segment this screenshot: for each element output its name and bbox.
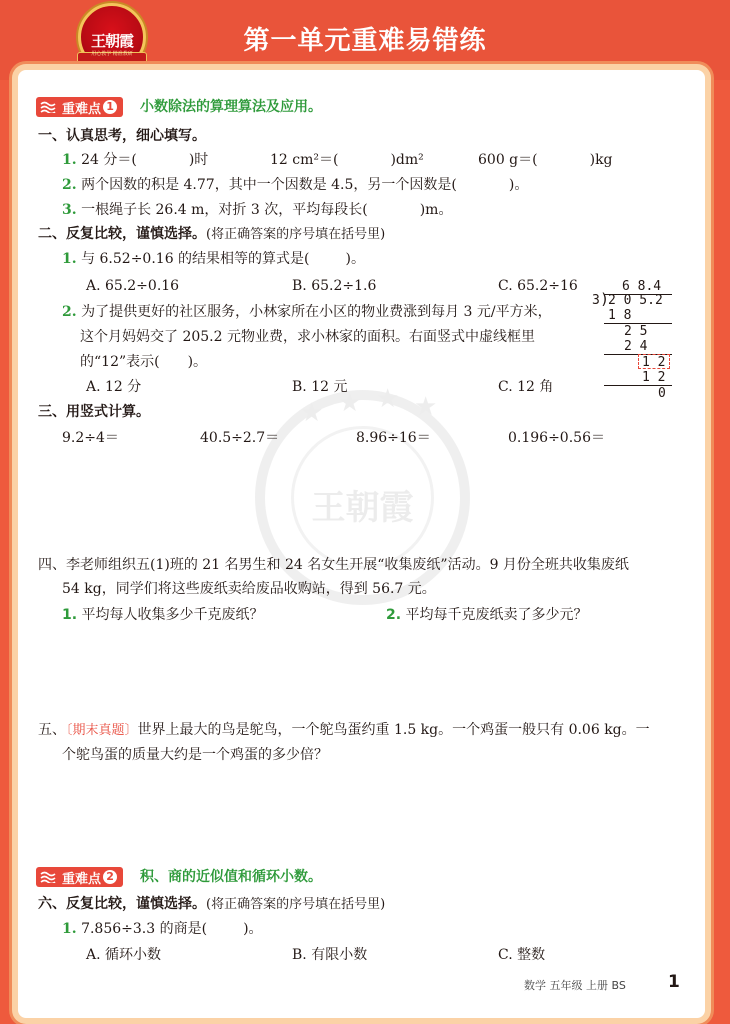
q1-2-end: )。 bbox=[508, 177, 529, 193]
item-number: 1. bbox=[62, 251, 77, 267]
q2-2-line2: 这个月妈妈交了 205.2 元物业费，求小林家的面积。右面竖式中虚线框里 bbox=[80, 329, 535, 345]
q2-note: (将正确答案的序号填在括号里) bbox=[206, 227, 386, 242]
q1-1-part-b: )时 bbox=[188, 152, 209, 168]
q5-line-1 bbox=[38, 720, 650, 741]
q5-line1-text: 世界上最大的鸟是鸵鸟，一个鸵鸟蛋约重 1.5 kg。一个鸡蛋一般只有 0.06 kg。一 bbox=[137, 722, 650, 738]
q1-item-1 bbox=[62, 150, 208, 170]
q4-line-2: 54 kg，同学们将这些废纸卖给废品收购站，得到 56.7 元。 bbox=[62, 581, 436, 597]
waves-icon bbox=[40, 101, 58, 113]
q2-1-option-a: A. 65.2÷0.16 bbox=[86, 278, 180, 294]
q1-3-end: )m。 bbox=[419, 202, 453, 218]
q4-line-1: 四、李老师组织五(1)班的 21 名男生和 24 名女生开展“收集废纸”活动。9 月份全班共收集废纸 bbox=[38, 557, 629, 573]
q1-1-part-d: )dm² bbox=[390, 152, 424, 168]
waves-icon bbox=[40, 871, 58, 883]
q1-2-text: 两个因数的积是 4.77，其中一个因数是 4.5，另一个因数是( bbox=[81, 177, 457, 193]
page-title: 第一单元重难易错练 bbox=[243, 26, 487, 56]
q1-item-1-part-3 bbox=[478, 150, 613, 170]
q2-2-line3: 的“12”表示( bbox=[80, 354, 160, 370]
q5-line-2: 个鸵鸟蛋的质量大约是一个鸡蛋的多少倍？ bbox=[62, 747, 328, 763]
q2-2-option-b: B. 12 元 bbox=[292, 379, 348, 395]
long-division bbox=[588, 279, 678, 404]
q3-problem-4: 0.196÷0.56＝ bbox=[508, 430, 605, 446]
q1-3-text: 一根绳子长 26.4 m，对折 3 次，平均每段长( bbox=[81, 202, 368, 218]
exam-tag: 〔期末真题〕 bbox=[66, 723, 138, 738]
page-number: 1 bbox=[668, 972, 680, 992]
logo-text: 王朝霞 bbox=[90, 32, 133, 50]
badge-number: 2 bbox=[103, 870, 117, 884]
q1-item-1-part-2 bbox=[270, 150, 424, 170]
q2-2-option-c: C. 12 角 bbox=[498, 379, 554, 395]
q6-item-1 bbox=[62, 919, 263, 939]
division-step-1: 1 8 bbox=[608, 308, 632, 323]
question-heading-1: 一、认真思考，细心填写。 bbox=[38, 128, 206, 144]
item-number: 3. bbox=[62, 202, 77, 218]
q6-note: (将正确答案的序号填在括号里) bbox=[206, 897, 386, 912]
q2-1-text: 与 6.52÷0.16 的结果相等的算式是( bbox=[81, 251, 310, 267]
section-topic-2: 积、商的近似值和循环小数。 bbox=[140, 869, 322, 885]
badge-label: 重难点 bbox=[62, 871, 102, 887]
question-heading-6 bbox=[38, 894, 385, 915]
q2-item-1 bbox=[62, 249, 365, 269]
q2-item-2-line-1 bbox=[62, 302, 552, 322]
q2-1-end: )。 bbox=[345, 251, 365, 267]
badge-label: 重难点 bbox=[62, 101, 102, 117]
q6-1-end: )。 bbox=[243, 921, 263, 937]
section-badge-1 bbox=[36, 97, 123, 117]
question-heading-3: 三、用竖式计算。 bbox=[38, 404, 150, 420]
q6-1-option-c: C. 整数 bbox=[498, 947, 546, 963]
item-number: 1. bbox=[62, 921, 77, 937]
q4-sub-1 bbox=[62, 605, 264, 625]
section-topic-1: 小数除法的算理算法及应用。 bbox=[140, 99, 322, 115]
q1-item-2 bbox=[62, 175, 528, 195]
division-step-3: 2 4 bbox=[624, 339, 648, 354]
q1-1-part-c: 12 cm²＝( bbox=[270, 152, 339, 168]
badge-number: 1 bbox=[103, 100, 117, 114]
division-step-5: 1 2 bbox=[642, 370, 666, 385]
logo-subtext: 用心教学 精准教研 bbox=[91, 51, 133, 57]
q2-heading-text: 二、反复比较，谨慎选择。 bbox=[38, 226, 206, 242]
item-number: 2. bbox=[386, 607, 402, 623]
q6-1-text: 7.856÷3.3 的商是( bbox=[81, 921, 208, 937]
division-divisor: 3 bbox=[592, 293, 600, 308]
q4-sub-2-text: 平均每千克废纸卖了多少元？ bbox=[405, 607, 588, 623]
q6-1-option-b: B. 有限小数 bbox=[292, 947, 368, 963]
division-step-2: 2 5 bbox=[624, 324, 648, 339]
item-number: 1. bbox=[62, 607, 78, 623]
q1-item-3 bbox=[62, 200, 452, 220]
q4-sub-1-text: 平均每人收集多少千克废纸？ bbox=[81, 607, 264, 623]
q2-2-line1: 为了提供更好的社区服务，小林家所在小区的物业费涨到每月 3 元/平方米， bbox=[81, 304, 552, 320]
section-badge-2 bbox=[36, 867, 123, 887]
q2-item-2-line-3 bbox=[80, 352, 207, 372]
q1-1-part-e: 600 g＝( bbox=[478, 152, 538, 168]
footer-text: 数学 五年级 上册 BS bbox=[524, 979, 626, 992]
division-step-4: 1 2 bbox=[642, 355, 666, 370]
watermark-star-icon: ★ bbox=[376, 384, 400, 414]
q4-sub-2 bbox=[386, 605, 588, 625]
watermark-star-icon: ★ bbox=[300, 398, 324, 428]
q2-2-end: )。 bbox=[187, 354, 208, 370]
division-remainder: 0 bbox=[658, 386, 666, 401]
watermark-star-icon: ★ bbox=[338, 388, 362, 418]
q2-2-option-a: A. 12 分 bbox=[86, 379, 142, 395]
q6-heading-text: 六、反复比较，谨慎选择。 bbox=[38, 896, 206, 912]
q3-problem-3: 8.96÷16＝ bbox=[356, 430, 431, 446]
q6-1-option-a: A. 循环小数 bbox=[86, 947, 162, 963]
division-quotient: 6 8.4 bbox=[622, 279, 662, 294]
q3-problem-2: 40.5÷2.7＝ bbox=[200, 430, 280, 446]
q5-prefix: 五、 bbox=[38, 722, 66, 738]
division-dividend: 2 0 5.2 bbox=[608, 293, 663, 308]
watermark-text: 王朝霞 bbox=[311, 488, 414, 528]
item-number: 1. bbox=[62, 152, 77, 168]
q2-1-option-b: B. 65.2÷1.6 bbox=[292, 278, 377, 294]
item-number: 2. bbox=[62, 177, 77, 193]
q1-1-part-a: 24 分＝( bbox=[81, 152, 137, 168]
q1-1-part-f: )kg bbox=[589, 152, 613, 168]
q2-1-option-c: C. 65.2÷16 bbox=[498, 278, 578, 294]
division-bracket: ) bbox=[600, 290, 610, 308]
question-heading-2 bbox=[38, 224, 385, 245]
item-number: 2. bbox=[62, 304, 77, 320]
watermark-star-icon: ★ bbox=[414, 392, 438, 422]
q3-problem-1: 9.2÷4＝ bbox=[62, 430, 119, 446]
page-header bbox=[0, 0, 730, 80]
